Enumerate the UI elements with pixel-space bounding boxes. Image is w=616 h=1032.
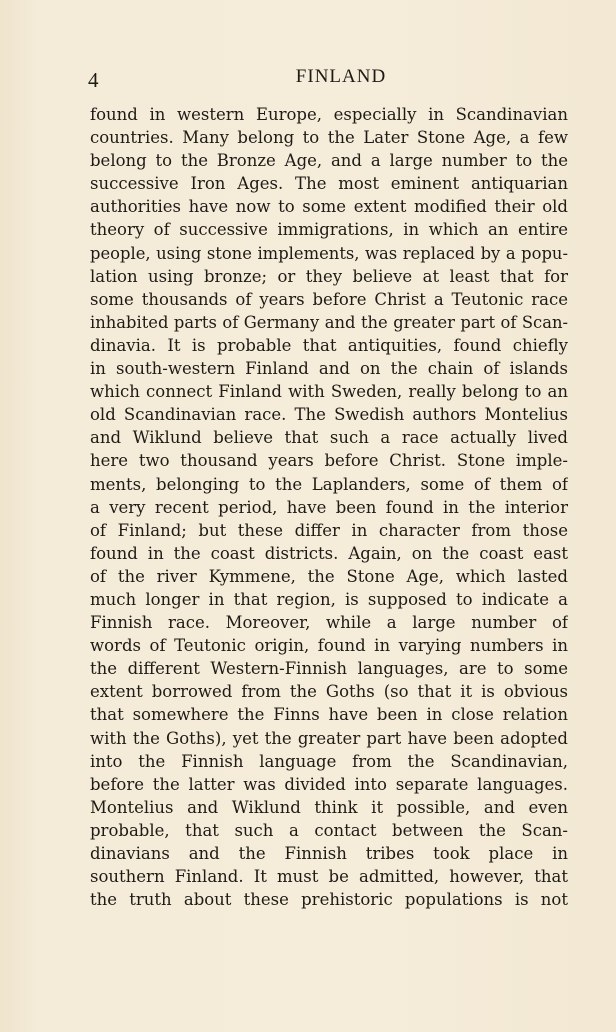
text-line: dinavia. It is probable that antiquities, found chiefly [90, 335, 568, 355]
page-header [88, 66, 568, 96]
text-line: before the latter was divided into separate languages. [90, 774, 568, 794]
text-line: words of Teutonic origin, found in varying numbers in [90, 636, 568, 656]
text-line: and Wiklund believe that such a race actually lived [90, 428, 568, 448]
text-line: inhabited parts of Germany and the greater part of Scan- [90, 312, 568, 332]
text-line: people, using stone implements, was replaced by a popu- [90, 243, 568, 263]
running-title: FINLAND [295, 66, 387, 87]
text-line: of Finland; but these differ in character from those [90, 520, 568, 540]
text-line: some thousands of years before Christ a Teutonic race [90, 289, 568, 309]
text-line: the different Western-Finnish languages, are to some [90, 659, 568, 679]
text-line: lation using bronze; or they believe at least that for [90, 266, 568, 286]
text-line: of the river Kymmene, the Stone Age, which lasted [90, 566, 568, 586]
text-line: the truth about these prehistoric populations is not [90, 890, 568, 910]
text-line: southern Finland. It must be admitted, however, that [90, 867, 568, 887]
text-line: into the Finnish language from the Scandinavian, [90, 751, 568, 771]
body-text [90, 103, 568, 911]
text-line: ments, belonging to the Laplanders, some of them of [90, 474, 568, 494]
page-number: 4 [88, 68, 99, 92]
text-line: in south-western Finland and on the chain of islands [90, 359, 568, 379]
text-line: extent borrowed from the Goths (so that it is obvious [90, 682, 568, 702]
text-line: dinavians and the Finnish tribes took place in [90, 844, 568, 863]
text-line: Montelius and Wiklund think it possible, and even [90, 797, 568, 817]
text-line: old Scandinavian race. The Swedish authors Montelius [90, 405, 568, 425]
text-line: countries. Many belong to the Later Stone Age, a few [90, 128, 568, 148]
text-line: found in western Europe, especially in Scandinavian [90, 105, 568, 124]
text-line: which connect Finland with Sweden, really belong to an [90, 382, 568, 402]
text-line: much longer in that region, is supposed to indicate a [90, 589, 568, 609]
text-line: a very recent period, have been found in the interior [90, 497, 568, 517]
text-line: that somewhere the Finns have been in close relation [90, 705, 568, 725]
text-line: authorities have now to some extent modified their old [90, 197, 568, 217]
text-line: with the Goths), yet the greater part have been adopted [90, 728, 568, 748]
text-line: found in the coast districts. Again, on the coast east [90, 543, 568, 563]
text-line: theory of successive immigrations, in which an entire [90, 220, 568, 240]
text-line: probable, that such a contact between the Scan- [90, 820, 568, 840]
text-line: successive Iron Ages. The most eminent antiquarian [90, 174, 568, 194]
text-line: here two thousand years before Christ. Stone imple- [90, 451, 568, 471]
text-line: belong to the Bronze Age, and a large number to the [90, 151, 568, 171]
text-line: Finnish race. Moreover, while a large number of [90, 613, 568, 633]
